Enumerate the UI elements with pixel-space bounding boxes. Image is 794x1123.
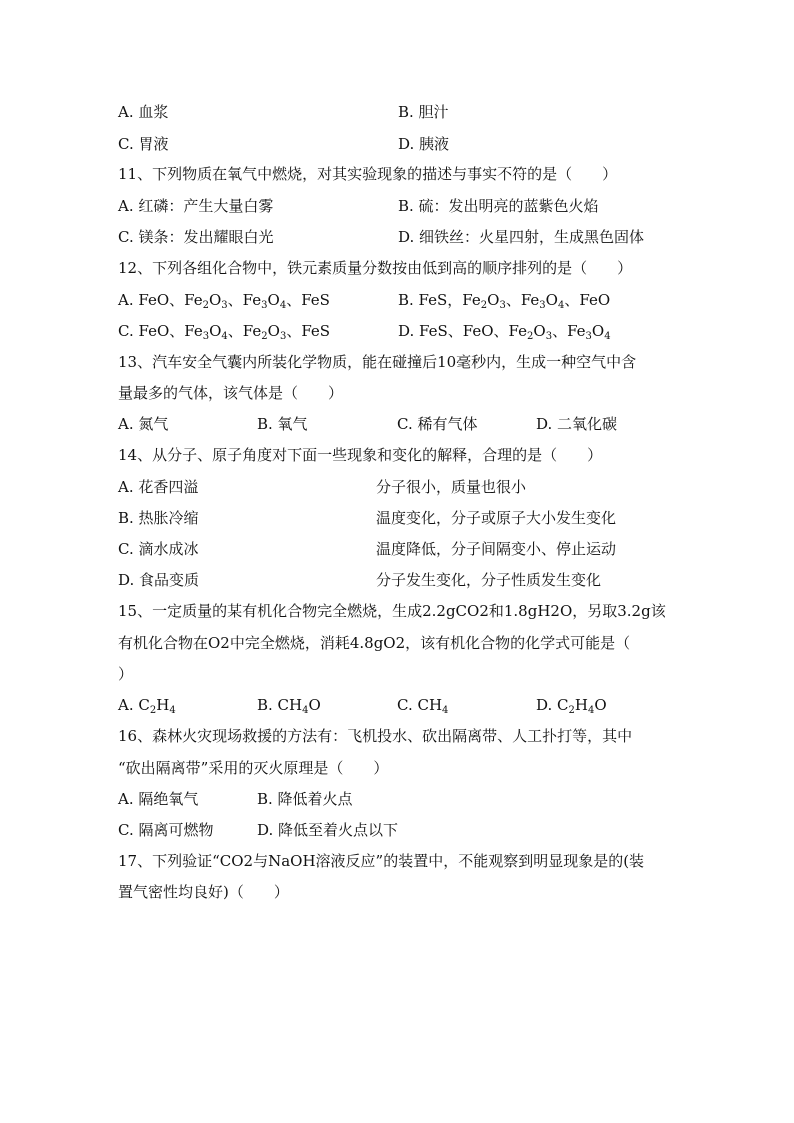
q15-option-c: C. $CH_4$ xyxy=(397,696,449,716)
q13-option-b: B. 氧气 xyxy=(257,415,308,433)
q10-option-b: B. 胆汁 xyxy=(398,103,449,121)
q13-stem-line1: 13、汽车安全气囊内所装化学物质，能在碰撞后10毫秒内，生成一种空气中含 xyxy=(118,353,637,371)
q15-stem-line1: 15、一定质量的某有机化合物完全燃烧，生成2.2gCO2和1.8gH2O，另取3.2g该 xyxy=(118,602,666,620)
q12-option-b: B. FeS，$Fe_2O_3$、$Fe_3O_4$、FeO xyxy=(398,291,611,311)
q15-option-b: B. $CH_4O$ xyxy=(257,696,321,716)
q11-option-a: A. 红磷：产生大量白雾 xyxy=(118,197,274,215)
q14-row-a-phenomenon: A. 花香四溢 xyxy=(118,478,199,496)
q10-option-c: C. 胃液 xyxy=(118,135,169,153)
q17-stem-line1: 17、下列验证“CO2与NaOH溶液反应”的装置中，不能观察到明显现象是的(装 xyxy=(118,852,645,870)
q13-option-a: A. 氮气 xyxy=(118,415,169,433)
q12-option-d: D. FeS、FeO、$Fe_2O_3$、$Fe_3O_4$ xyxy=(398,322,611,342)
q14-row-b-phenomenon: B. 热胀冷缩 xyxy=(118,509,199,527)
q10-option-a: A. 血浆 xyxy=(118,103,169,121)
q16-option-b: B. 降低着火点 xyxy=(257,790,353,808)
q11-option-c: C. 镁条：发出耀眼白光 xyxy=(118,228,274,246)
q16-option-a: A. 隔绝氧气 xyxy=(118,790,199,808)
q16-stem-line2: “砍出隔离带”采用的灭火原理是（ ） xyxy=(118,759,389,777)
q14-row-c-explanation: 温度降低，分子间隔变小、停止运动 xyxy=(376,540,617,558)
q14-row-c-phenomenon: C. 滴水成冰 xyxy=(118,540,199,558)
q11-option-d: D. 细铁丝：火星四射，生成黑色固体 xyxy=(398,228,645,246)
q13-stem-line2: 量最多的气体，该气体是（ ） xyxy=(118,384,344,402)
q13-option-c: C. 稀有气体 xyxy=(397,415,478,433)
q14-row-d-phenomenon: D. 食品变质 xyxy=(118,571,200,589)
q15-stem-line2: 有机化合物在O2中完全燃烧，消耗4.8gO2，该有机化合物的化学式可能是（ xyxy=(118,634,631,652)
q15-option-a: A. $C_2H_4$ xyxy=(118,696,176,716)
q10-option-d: D. 胰液 xyxy=(398,135,450,153)
q15-option-d: D. $C_2H_4O$ xyxy=(536,696,607,716)
q11-stem: 11、下列物质在氧气中燃烧，对其实验现象的描述与事实不符的是（ ） xyxy=(118,165,618,183)
q11-option-b: B. 硫：发出明亮的蓝紫色火焰 xyxy=(398,197,599,215)
q13-option-d: D. 二氧化碳 xyxy=(536,415,618,433)
q14-stem: 14、从分子、原子角度对下面一些现象和变化的解释，合理的是（ ） xyxy=(118,446,603,464)
q12-option-a: A. FeO、$Fe_2O_3$、$Fe_3O_4$、FeS xyxy=(118,291,330,311)
q12-stem: 12、下列各组化合物中，铁元素质量分数按由低到高的顺序排列的是（ ） xyxy=(118,259,633,277)
q14-row-d-explanation: 分子发生变化，分子性质发生变化 xyxy=(376,571,602,589)
q17-stem-line2: 置气密性均良好)（ ） xyxy=(118,883,289,901)
q16-stem-line1: 16、森林火灾现场救援的方法有：飞机投水、砍出隔离带、人工扑打等，其中 xyxy=(118,727,633,745)
q14-row-a-explanation: 分子很小，质量也很小 xyxy=(376,478,527,496)
q16-option-c: C. 隔离可燃物 xyxy=(118,821,214,839)
q16-option-d: D. 降低至着火点以下 xyxy=(257,821,399,839)
q14-row-b-explanation: 温度变化，分子或原子大小发生变化 xyxy=(376,509,617,527)
q12-option-c: C. FeO、$Fe_3O_4$、$Fe_2O_3$、FeS xyxy=(118,322,331,342)
q15-stem-line3: ） xyxy=(118,665,134,683)
